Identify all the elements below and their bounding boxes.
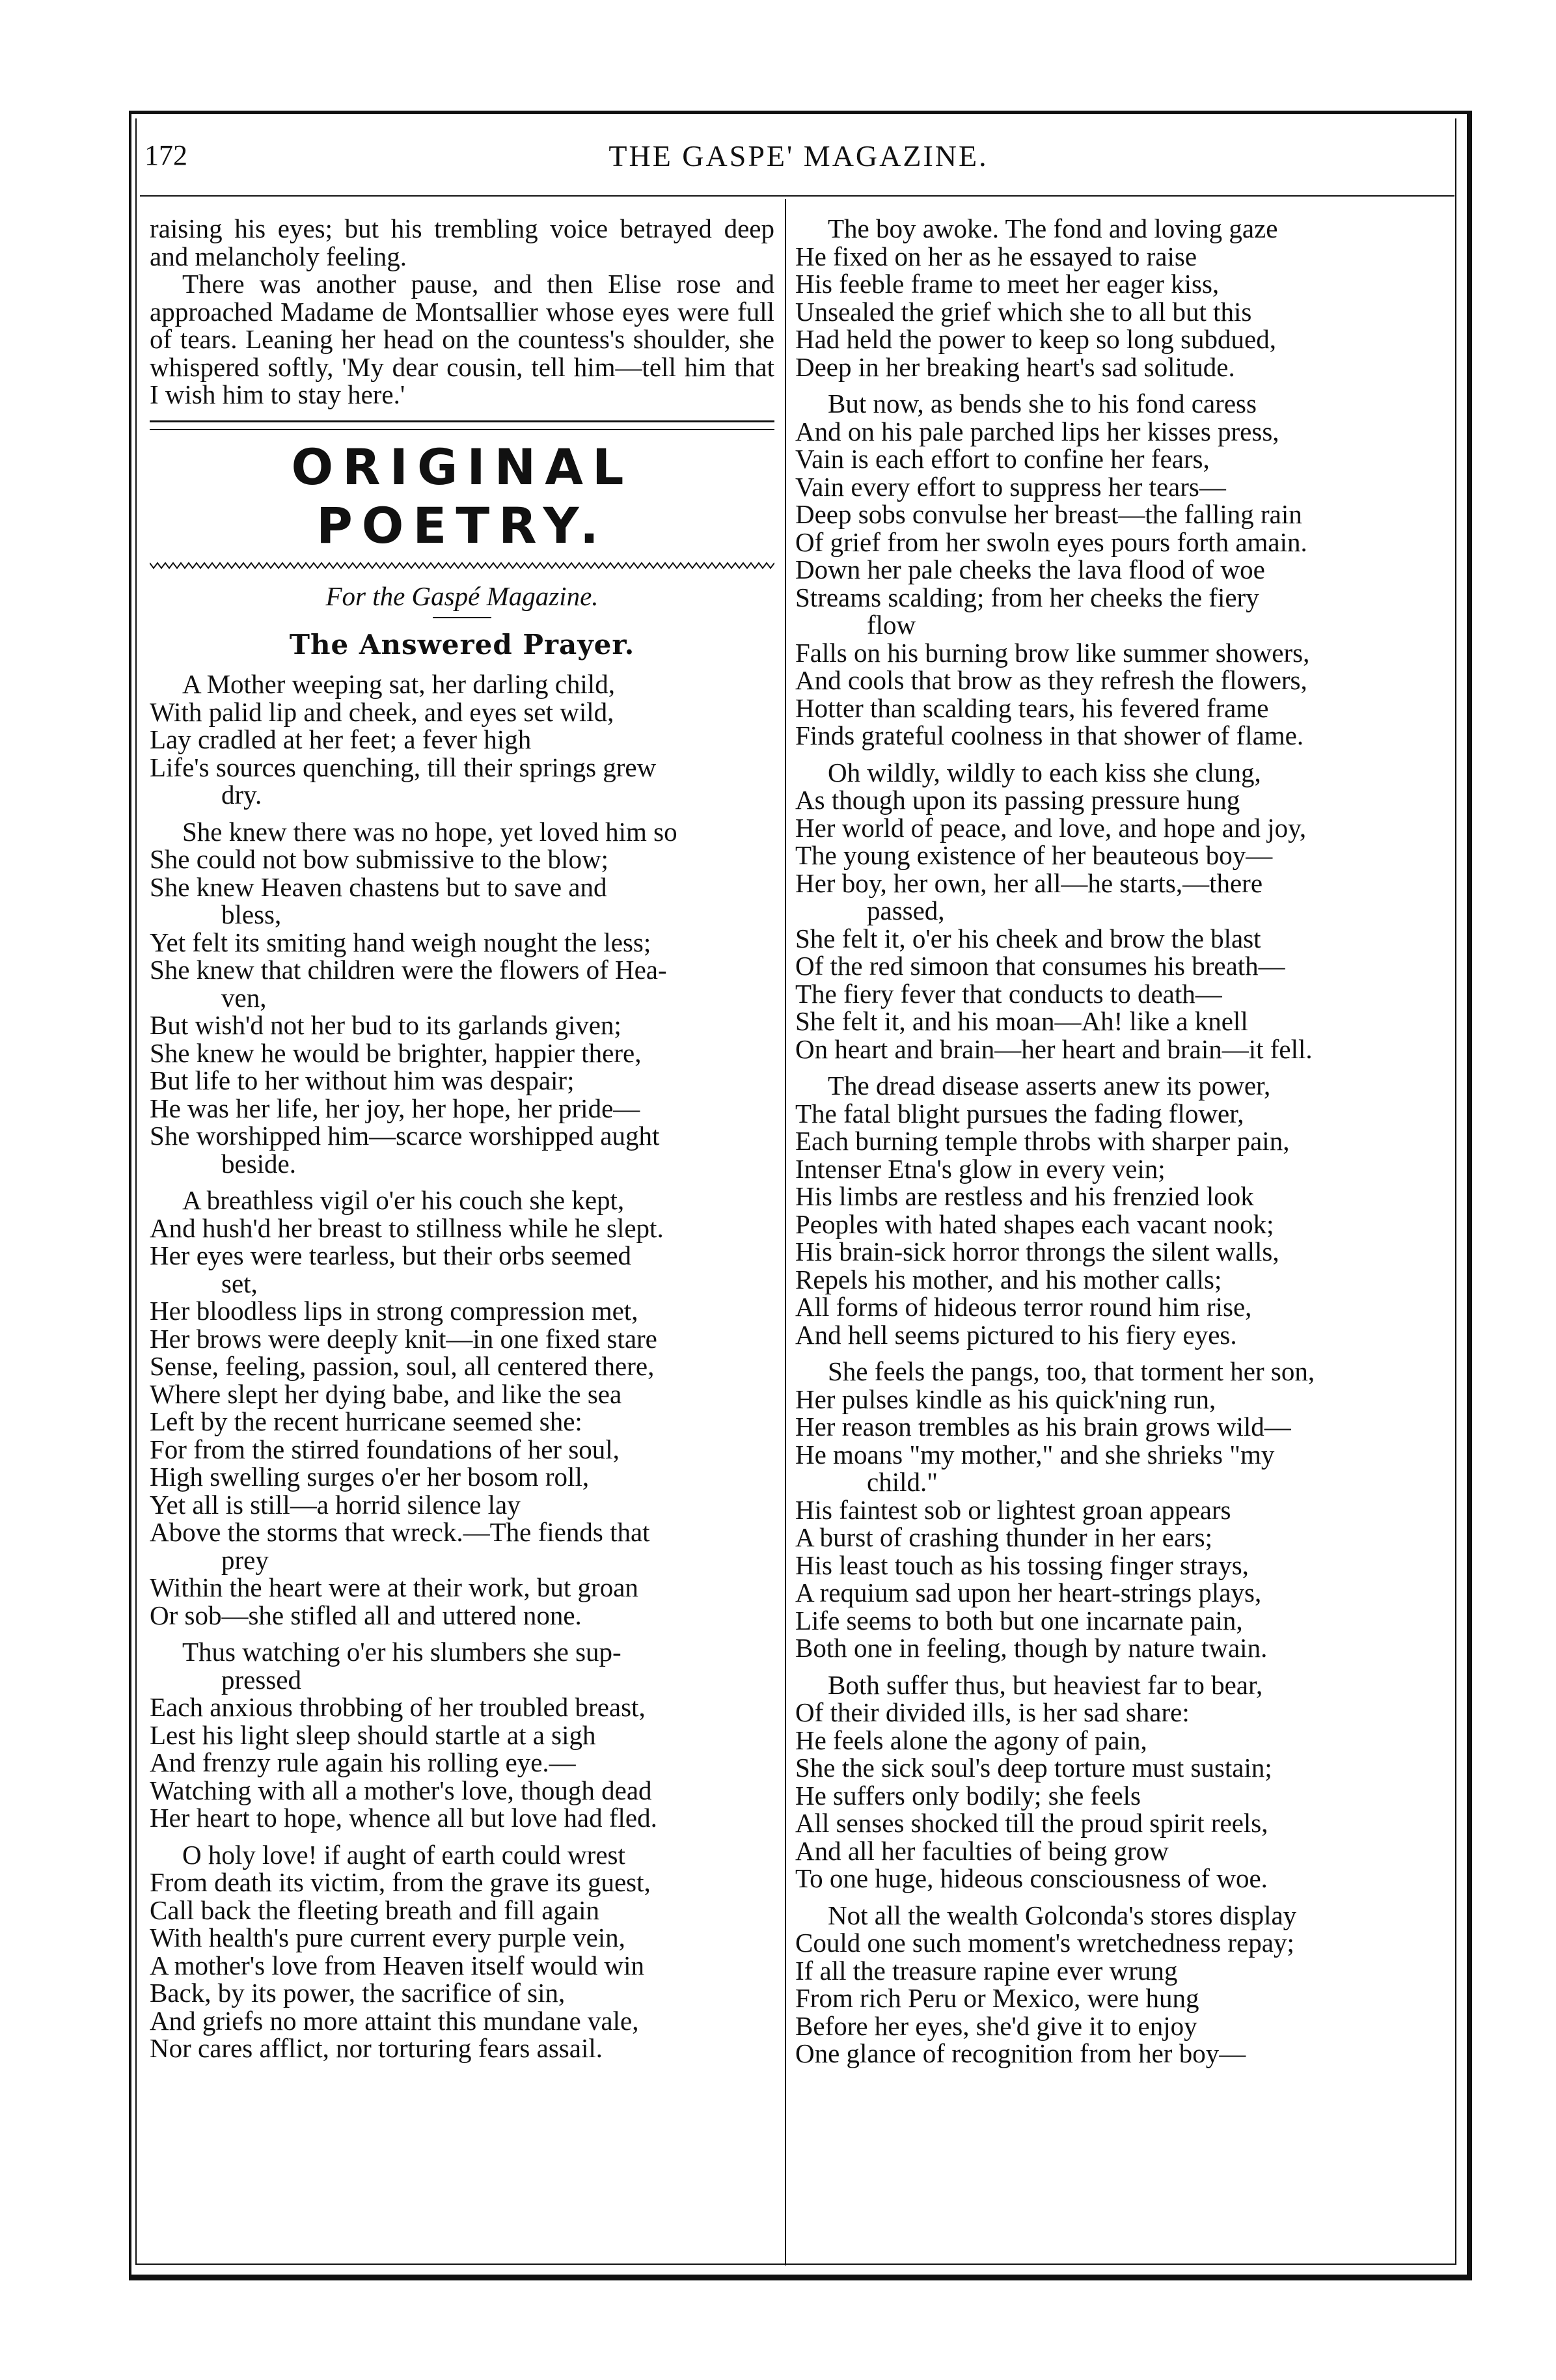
poem-line: She knew Heaven chastens but to save and [150, 871, 607, 902]
poem-line: Of the red simoon that consumes his breath— [795, 951, 1285, 981]
poem-line: Streams scalding; from her cheeks the fiery [795, 582, 1259, 612]
poem-line: Within the heart were at their work, but groan [150, 1572, 638, 1602]
poem-line: child." [867, 1467, 938, 1497]
poem-line: A mother's love from Heaven itself would win [150, 1950, 645, 1980]
poem-line: She the sick soul's deep torture must sustain; [795, 1753, 1272, 1783]
poem-line: prey [221, 1544, 269, 1575]
poem-line: As though upon its passing pressure hung [795, 785, 1240, 815]
poem-line: Deep sobs convulse her breast—the falling rain [795, 499, 1302, 529]
poem-line: And on his pale parched lips her kisses press, [795, 416, 1279, 446]
poem-line: He moans "my mother," and she shrieks "my [795, 1439, 1275, 1470]
poem-line: Vain every effort to suppress her tears— [795, 471, 1226, 502]
poem-line: Unsealed the grief which she to all but this [795, 296, 1252, 327]
poem-line: Repels his mother, and his mother calls; [795, 1264, 1222, 1294]
poem-line: pressed [221, 1664, 301, 1695]
poem-line: If all the treasure rapine ever wrung [795, 1955, 1178, 1986]
poem-line: Had held the power to keep so long subdued, [795, 324, 1276, 354]
poem-line: The fiery fever that conducts to death— [795, 978, 1222, 1009]
poem-line: A requium sad upon her heart-strings plays, [795, 1578, 1262, 1607]
poem-line: O holy love! if aught of earth could wrest [182, 1839, 625, 1870]
section-title: ORIGINAL POETRY. [291, 437, 633, 554]
dedication: For the Gaspé Magazine. [325, 581, 599, 611]
poem-line: Life seems to both but one incarnate pain, [795, 1605, 1243, 1635]
poem-line: But now, as bends she to his fond caress [828, 389, 1257, 418]
poem-stanza [150, 1638, 774, 1832]
poem-line: Her bloodless lips in strong compression met, [150, 1296, 638, 1326]
poem-stanza [795, 1902, 1440, 2068]
poem-line: Her world of peace, and love, and hope and joy, [795, 812, 1307, 843]
poem-line: Her brows were deeply knit—in one fixed stare [150, 1323, 657, 1354]
poem-line: But wish'd not her bud to its garlands given; [150, 1010, 621, 1040]
poem-line: All senses shocked till the proud spirit reels, [795, 1808, 1268, 1838]
poem-line: She feels the pangs, too, that torment her son, [828, 1356, 1315, 1386]
poem-line: For from the stirred foundations of her soul, [150, 1434, 620, 1464]
poem-line: flow [867, 610, 916, 640]
poem-line: And frenzy rule again his rolling eye.— [150, 1747, 576, 1777]
poem-line: She knew that children were the flowers of Hea- [150, 955, 667, 985]
poem-line: Not all the wealth Golconda's stores display [828, 1900, 1297, 1930]
poem-stanza [150, 670, 774, 809]
section-rule [150, 420, 774, 430]
poem-line: With health's pure current every purple vein, [150, 1922, 625, 1952]
poem-line: Falls on his burning brow like summer showers, [795, 637, 1310, 668]
poem-line: But life to her without him was despair; [150, 1065, 575, 1095]
poem-line: She felt it, o'er his cheek and brow the blast [795, 923, 1261, 953]
poem-line: Where slept her dying babe, and like the sea [150, 1378, 622, 1409]
poem-line: Life's sources quenching, till their springs grew [150, 752, 657, 782]
poem-line: Oh wildly, wildly to each kiss she clung, [828, 757, 1261, 787]
poem-line: Could one such moment's wretchedness repay; [795, 1928, 1294, 1958]
poem-line: beside. [221, 1148, 296, 1179]
page-number: 172 [144, 139, 187, 171]
poem-line: Each anxious throbbing of her troubled breast, [150, 1692, 646, 1722]
poem-line: Of grief from her swoln eyes pours forth amain. [795, 527, 1307, 557]
poem-line: To one huge, hideous consciousness of woe. [795, 1863, 1268, 1893]
poem-line: Peoples with hated shapes each vacant nook; [795, 1209, 1274, 1239]
poem-line: He fixed on her as he essayed to raise [795, 241, 1197, 271]
poem-line: ven, [221, 982, 267, 1013]
poem-line: And all her faculties of being grow [795, 1835, 1169, 1866]
poem-line: Yet felt its smiting hand weigh nought the less; [150, 927, 651, 957]
poem-line: On heart and brain—her heart and brain—it fell. [795, 1033, 1313, 1064]
poem-left-stanzas [150, 670, 774, 2062]
poem-stanza [795, 1671, 1440, 1893]
poem-line: Back, by its power, the sacrifice of sin, [150, 1978, 566, 2008]
page-header [144, 133, 1453, 179]
poem-line: Vain is each effort to confine her fears, [795, 444, 1210, 474]
poem-line: Or sob—she stifled all and uttered none. [150, 1600, 582, 1630]
poem-line: She felt it, and his moan—Ah! like a knell [795, 1006, 1248, 1036]
poem-stanza [795, 390, 1440, 750]
poem-line: Both suffer thus, but heaviest far to bear, [828, 1669, 1263, 1700]
poem-line: Her pulses kindle as his quick'ning run, [795, 1384, 1216, 1414]
poem-line: set, [221, 1268, 258, 1298]
poem-line: His brain-sick horror throngs the silent walls, [795, 1237, 1279, 1266]
poem-line: Her boy, her own, her all—he starts,—there [795, 868, 1263, 898]
poem-line: Lest his light sleep should startle at a sigh [150, 1719, 596, 1750]
poem-line: Sense, feeling, passion, soul, all centered there, [150, 1351, 655, 1381]
poem-stanza [150, 1841, 774, 2062]
poem-line: Left by the recent hurricane seemed she: [150, 1406, 582, 1436]
poem-line: Down her pale cheeks the lava flood of woe [795, 554, 1265, 584]
column-divider [785, 199, 786, 2265]
poem-line: A burst of crashing thunder in her ears; [795, 1522, 1213, 1552]
poem-line: Yet all is still—a horrid silence lay [150, 1489, 521, 1520]
poem-line: And hush'd her breast to stillness while he slept. [150, 1212, 664, 1243]
poem-line: The young existence of her beauteous boy— [795, 840, 1273, 870]
poem-stanza [795, 759, 1440, 1063]
poem-line: And cools that brow as they refresh the flowers, [795, 665, 1307, 695]
poem-line: She knew he would be brighter, happier there, [150, 1037, 642, 1068]
poem-line: His limbs are restless and his frenzied look [795, 1181, 1254, 1211]
poem-line: bless, [221, 899, 282, 929]
poem-line: He feels alone the agony of pain, [795, 1725, 1147, 1755]
poem-line: The boy awoke. The fond and loving gaze [828, 213, 1278, 243]
poem-line: His feeble frame to meet her eager kiss, [795, 269, 1220, 299]
poem-line: Above the storms that wreck.—The fiends that [150, 1517, 650, 1547]
poem-title: The Answered Prayer. [289, 628, 635, 661]
poem-line: The dread disease asserts anew its power, [828, 1071, 1271, 1101]
poem-line: Intenser Etna's glow in every vein; [795, 1153, 1166, 1184]
poem-line: A Mother weeping sat, her darling child, [182, 669, 615, 699]
poem-line: From death its victim, from the grave its guest, [150, 1867, 651, 1897]
poem-line: Deep in her breaking heart's sad solitude. [795, 351, 1235, 382]
poem-line: She could not bow submissive to the blow; [150, 844, 608, 874]
poem-line: dry. [221, 780, 262, 810]
poem-line: All forms of hideous terror round him rise, [795, 1292, 1252, 1322]
short-rule [433, 617, 491, 618]
poem-line: Of their divided ills, is her sad share: [795, 1697, 1190, 1727]
poem-line: Both one in feeling, though by nature twain. [795, 1633, 1268, 1663]
poem-line: With palid lip and cheek, and eyes set wild, [150, 696, 614, 727]
poem-line: Lay cradled at her feet; a fever high [150, 724, 532, 754]
poem-line: Her eyes were tearless, but their orbs seemed [150, 1240, 631, 1270]
poem-line: He was her life, her joy, her hope, her pride— [150, 1093, 640, 1123]
prose-paragraph: raising his eyes; but his trembling voice betrayed deep and melancholy feeling. [150, 213, 774, 271]
poem-stanza [150, 1186, 774, 1629]
poem-line: Finds grateful coolness in that shower of flame. [795, 720, 1304, 750]
poem-line: She worshipped him—scarce worshipped aught [150, 1121, 660, 1151]
poem-right-stanzas [795, 215, 1440, 2068]
poem-line: Hotter than scalding tears, his fevered frame [795, 692, 1269, 723]
header-rule [140, 195, 1454, 197]
poem-line: Watching with all a mother's love, though dead [150, 1775, 652, 1805]
poem-line: Nor cares afflict, nor torturing fears assail. [150, 2033, 603, 2063]
left-column [150, 215, 774, 2072]
wavy-rule [150, 561, 774, 570]
right-column [795, 215, 1440, 2077]
running-head: THE GASPE' MAGAZINE. [608, 139, 989, 172]
poem-line: Call back the fleeting breath and fill again [150, 1894, 600, 1925]
poem-stanza [795, 1358, 1440, 1662]
poem-line: Her reason trembles as his brain grows wild— [795, 1412, 1291, 1442]
poem-line: One glance of recognition from her boy— [795, 2038, 1246, 2068]
prose-paragraph: There was another pause, and then Elise rose and approached Madame de Montsallier whose eyes were full of tears. Leaning her head on the countess's shoulder, she whispered softly, 'My dear cousin, tell him—tell him that I wish him to stay here.' [150, 269, 774, 409]
poem-line: His least touch as his tossing finger strays, [795, 1550, 1249, 1580]
poem-line: And hell seems pictured to his fiery eyes. [795, 1319, 1237, 1350]
poem-line: Each burning temple throbs with sharper pain, [795, 1126, 1290, 1156]
poem-line: Thus watching o'er his slumbers she sup- [182, 1637, 621, 1667]
poem-line: He suffers only bodily; she feels [795, 1780, 1141, 1811]
poem-line: From rich Peru or Mexico, were hung [795, 1983, 1199, 2013]
poem-stanza [795, 1072, 1440, 1348]
poem-stanza [795, 215, 1440, 381]
poem-line: She knew there was no hope, yet loved him so [182, 816, 677, 847]
poem-stanza [150, 818, 774, 1178]
poem-line: The fatal blight pursues the fading flower, [795, 1098, 1244, 1128]
poem-line: Her heart to hope, whence all but love had fled. [150, 1803, 657, 1833]
poem-line: Before her eyes, she'd give it to enjoy [795, 2010, 1197, 2041]
poem-line: A breathless vigil o'er his couch she kept, [182, 1185, 625, 1215]
poem-line: And griefs no more attaint this mundane vale, [150, 2005, 639, 2036]
poem-line: passed, [867, 896, 945, 925]
poem-line: His faintest sob or lightest groan appears [795, 1494, 1231, 1525]
poem-line: High swelling surges o'er her bosom roll, [150, 1462, 590, 1492]
